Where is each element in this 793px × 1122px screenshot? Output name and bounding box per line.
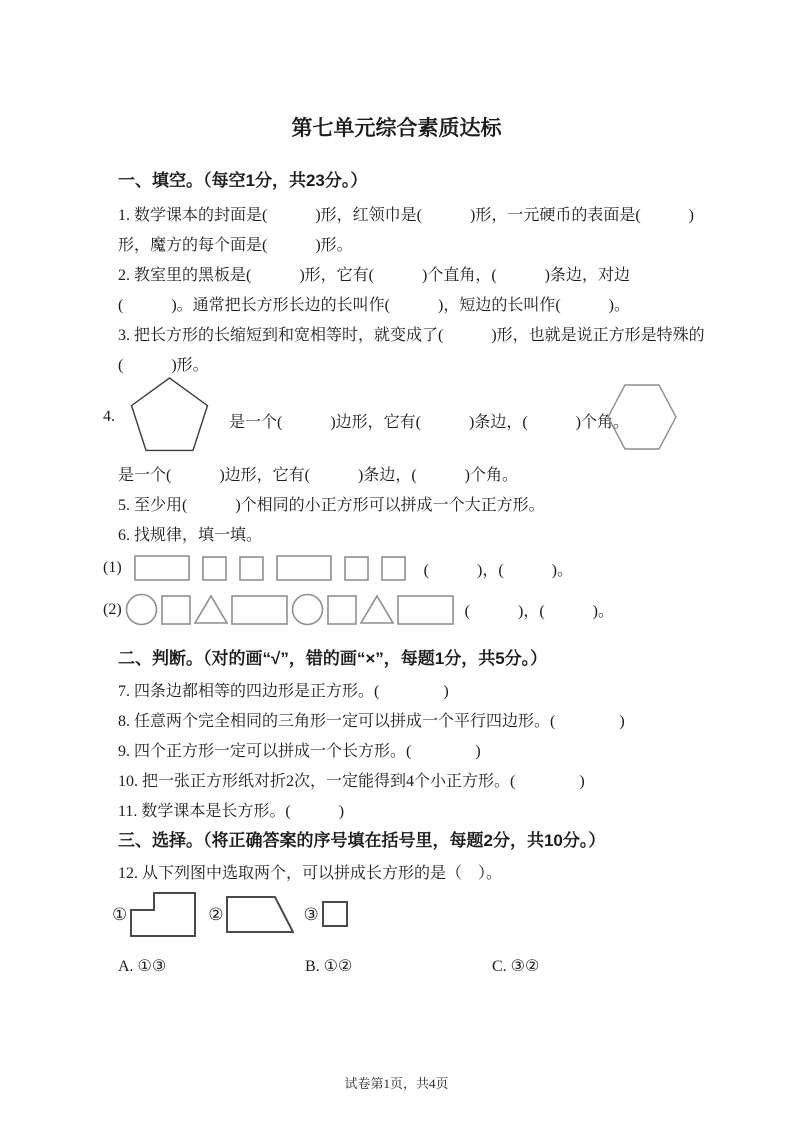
square-shape [239,556,264,581]
small-square-shape [322,901,348,927]
question-5: 5. 至少用( )个相同的小正方形可以拼成一个大正方形。 [118,497,545,514]
pattern-row-2-label: (2) [103,600,122,618]
question-4-number: 4. [103,408,115,425]
figure-label-1: ① [112,904,128,924]
pentagon-shape [121,376,218,456]
pattern-row-1 [103,555,573,581]
pattern-row-2-blanks: ( )，( )。 [464,603,614,620]
square-shape [161,595,191,625]
triangle-shape [194,594,228,625]
circle-shape [291,593,324,626]
question-2-line-1: 2. 教室里的黑板是( )形，它有( )个直角，( )条边，对边 [118,267,630,284]
question-3-line-1: 3. 把长方形的长缩短到和宽相等时，就变成了( )形，也就是说正方形是特殊的 [118,327,705,344]
question-3-line-2: ( )形。 [118,357,209,374]
figure-label-3: ③ [303,904,319,924]
question-1-line-2: 形，魔方的每个面是( )形。 [118,237,353,254]
pattern-row-2 [103,593,614,626]
option-b: B. ①② [305,958,353,975]
figure-label-2: ② [208,904,224,924]
question-9: 9. 四个正方形一定可以拼成一个长方形。( ) [118,743,481,760]
option-c: C. ③② [492,958,540,975]
question-4-line-2: 是一个( )边形，它有( )条边，( )个角。 [118,467,518,484]
hexagon-shape [607,384,677,450]
trapezoid-shape [226,896,294,933]
rectangle-shape [231,595,288,625]
question-12: 12. 从下列图中选取两个，可以拼成长方形的是（ ）。 [118,865,503,882]
question-8: 8. 任意两个完全相同的三角形一定可以拼成一个平行四边形。( ) [118,713,625,730]
rectangle-shape [134,555,190,581]
question-4-line-1: 是一个( )边形，它有( )条边，( )个角。 [229,414,629,431]
question-6: 6. 找规律，填一填。 [118,527,263,544]
question-10: 10. 把一张正方形纸对折2次，一定能得到4个小正方形。( ) [118,773,585,790]
option-a: A. ①③ [118,958,167,975]
question-7: 7. 四条边都相等的四边形是正方形。( ) [118,683,449,700]
square-shape [381,556,406,581]
pattern-row-1-blanks: ( )，( )。 [423,561,573,579]
rectangle-shape [276,555,332,581]
section-choice-heading: 三、选择。（将正确答案的序号填在括号里，每题2分，共10分。） [118,831,606,850]
question-2-line-2: ( )。通常把长方形长边的长叫作( )，短边的长叫作( )。 [118,297,630,314]
triangle-shape [360,594,394,625]
circle-shape [125,593,158,626]
question-12-figures [112,888,348,940]
rectangle-shape [397,595,454,625]
pattern-row-1-label: (1) [103,559,122,576]
l-shape [130,892,196,937]
square-shape [202,556,227,581]
page-title: 第七单元综合素质达标 [291,117,502,140]
section-judge-heading: 二、判断。（对的画“√”，错的画“×”，每题1分，共5分。） [118,649,548,668]
square-shape [327,595,357,625]
page-footer: 试卷第1页，共4页 [344,1076,449,1091]
section-fill-heading: 一、填空。（每空1分，共23分。） [118,171,368,190]
square-shape [344,556,369,581]
question-11: 11. 数学课本是长方形。( ) [118,803,345,820]
question-1-line-1: 1. 数学课本的封面是( )形，红领巾是( )形，一元硬币的表面是( ) [118,207,694,224]
